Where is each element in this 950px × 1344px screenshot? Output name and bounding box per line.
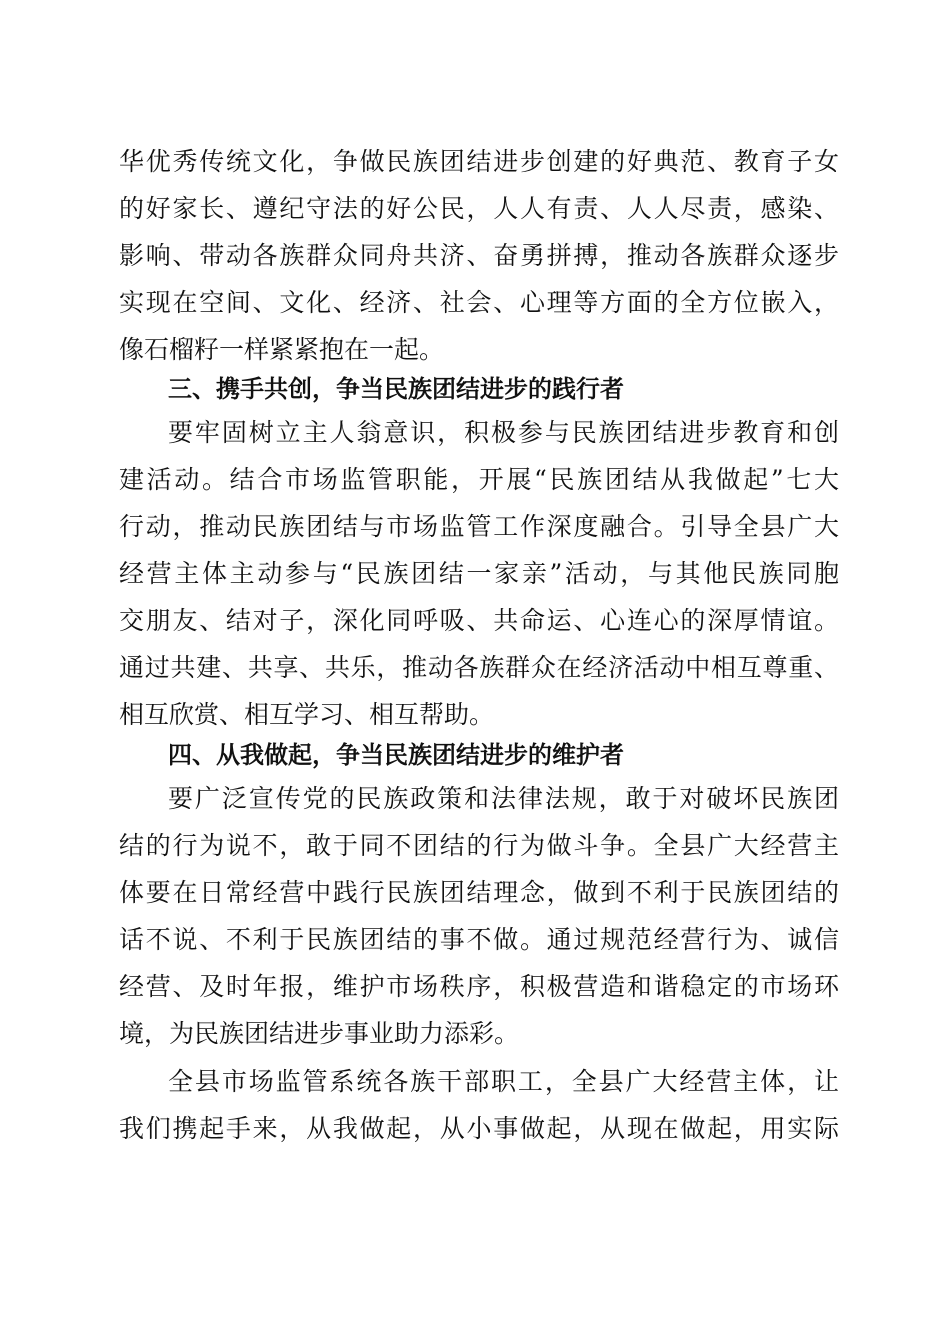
paragraph-line: 相互欣赏、相互学习、相互帮助。 [119,700,495,729]
paragraph-line: 话不说、不利于民族团结的事不做。通过规范经营行为、诚信 [119,925,839,954]
paragraph-line: 全县市场监管系统各族干部职工，全县广大经营主体，让 [168,1067,839,1096]
paragraph-line: 经营主体主动参与“民族团结一家亲”活动，与其他民族同胞 [119,559,839,588]
paragraph-line: 境，为民族团结进步事业助力添彩。 [119,1019,520,1048]
paragraph-line: 交朋友、结对子，深化同呼吸、共命运、心连心的深厚情谊。 [119,606,839,635]
paragraph-line: 华优秀传统文化，争做民族团结进步创建的好典范、教育子女 [119,147,839,176]
paragraph-line: 要广泛宣传党的民族政策和法律法规，敢于对破坏民族团 [168,784,839,813]
paragraph-line: 行动，推动民族团结与市场监管工作深度融合。引导全县广大 [119,512,839,541]
paragraph-line: 要牢固树立主人翁意识，积极参与民族团结进步教育和创 [168,418,839,447]
paragraph-line: 结的行为说不，敢于同不团结的行为做斗争。全县广大经营主 [119,831,839,860]
paragraph-line: 体要在日常经营中践行民族团结理念，做到不利于民族团结的 [119,878,839,907]
section-heading-3: 三、携手共创，争当民族团结进步的践行者 [168,375,624,403]
paragraph-line: 像石榴籽一样紧紧抱在一起。 [119,335,445,364]
paragraph-line: 我们携起手来，从我做起，从小事做起，从现在做起，用实际 [119,1114,839,1143]
section-heading-4: 四、从我做起，争当民族团结进步的维护者 [168,741,624,769]
paragraph-line: 实现在空间、文化、经济、社会、心理等方面的全方位嵌入， [119,288,839,317]
paragraph-line: 的好家长、遵纪守法的好公民，人人有责、人人尽责，感染、 [119,194,839,223]
paragraph-line: 建活动。结合市场监管职能，开展“民族团结从我做起”七大 [119,465,839,494]
paragraph-line: 通过共建、共享、共乐，推动各族群众在经济活动中相互尊重、 [119,653,839,682]
paragraph-line: 经营、及时年报，维护市场秩序，积极营造和谐稳定的市场环 [119,972,839,1001]
paragraph-line: 影响、带动各族群众同舟共济、奋勇拼搏，推动各族群众逐步 [119,241,839,270]
